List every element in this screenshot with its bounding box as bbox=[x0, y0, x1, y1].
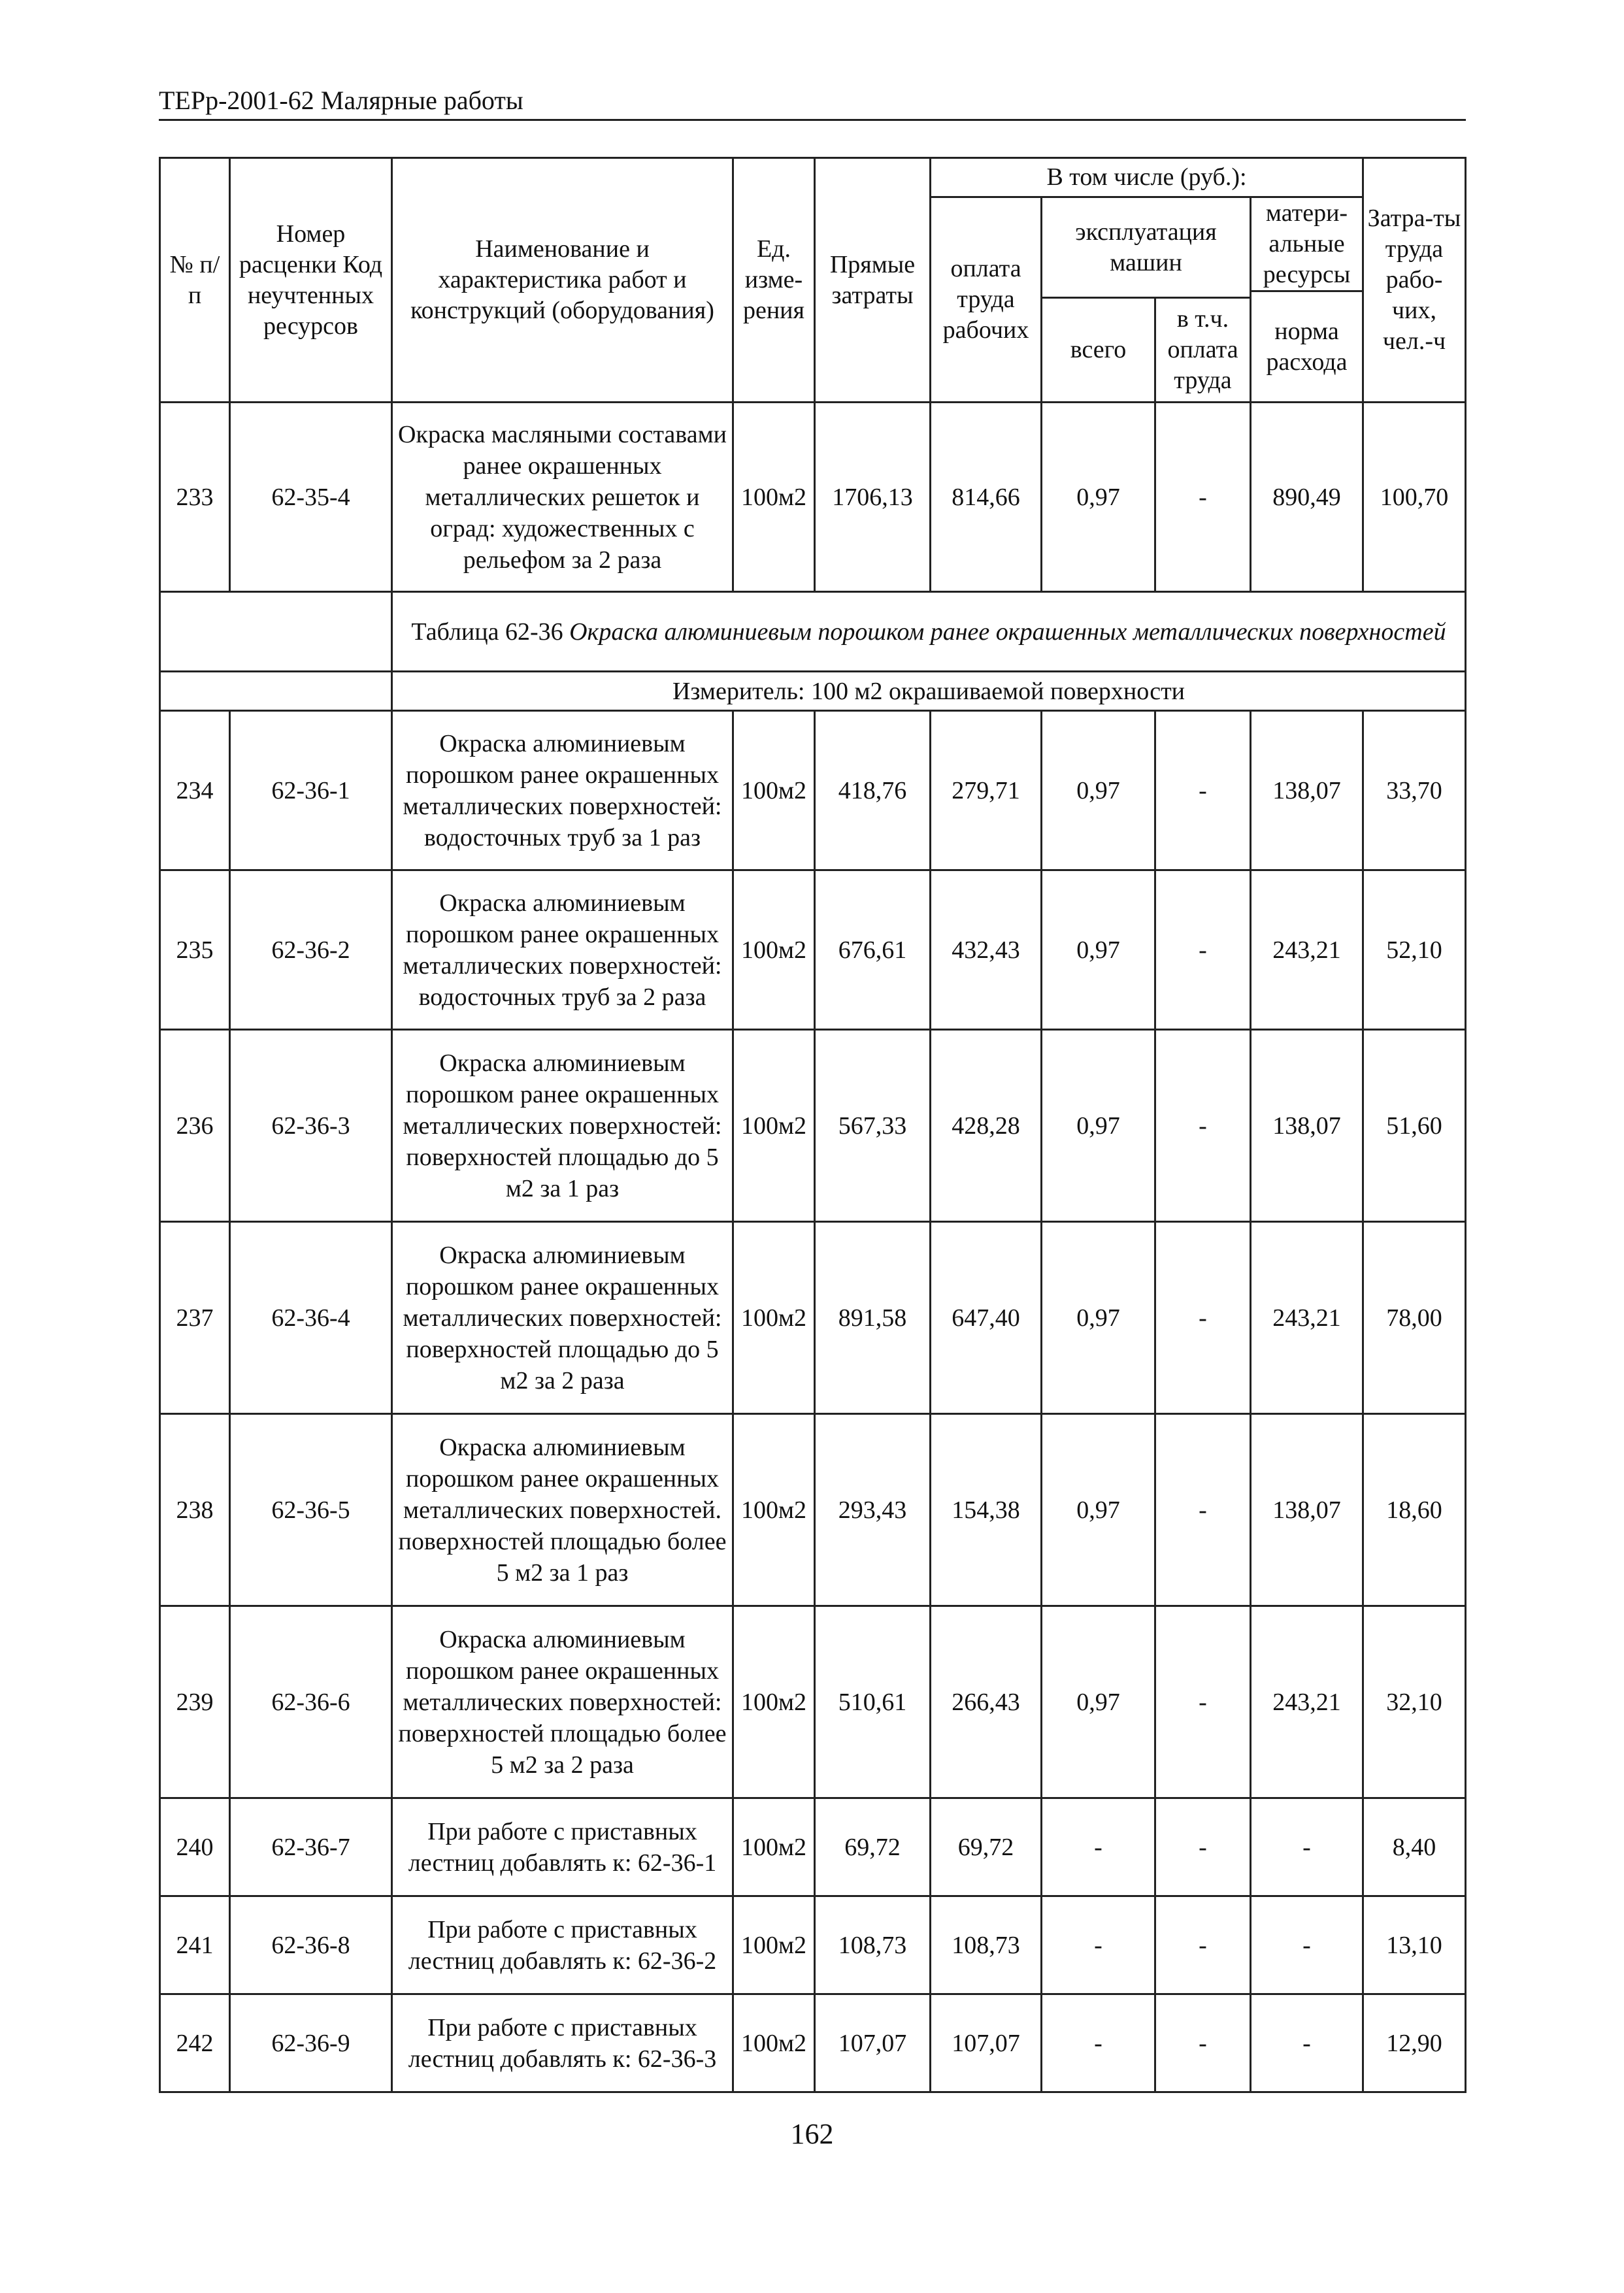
table-row bbox=[160, 1414, 1466, 1606]
cell-num: 233 bbox=[160, 403, 230, 592]
cell-wages: 107,07 bbox=[931, 1994, 1042, 2092]
col-machines-header: эксплуатация машин bbox=[1042, 197, 1251, 298]
cell-materials: 243,21 bbox=[1251, 870, 1363, 1030]
cell-num: 237 bbox=[160, 1222, 230, 1414]
cell-code: 62-35-4 bbox=[230, 403, 392, 592]
cell-materials: 138,07 bbox=[1251, 1414, 1363, 1606]
col-num-header: № п/п bbox=[160, 158, 230, 403]
cell-code: 62-36-7 bbox=[230, 1798, 392, 1896]
cell-name: При работе с приставных лестниц добавлять к: 62-36-2 bbox=[392, 1896, 733, 1994]
cell-num: 240 bbox=[160, 1798, 230, 1896]
rates-table bbox=[159, 157, 1467, 2093]
col-unit-header: Ед. изме-рения bbox=[733, 158, 815, 403]
cell-direct: 676,61 bbox=[815, 870, 931, 1030]
table-header bbox=[160, 158, 1466, 403]
cell-mach-total: - bbox=[1042, 1994, 1155, 2092]
cell-mach-total: 0,97 bbox=[1042, 870, 1155, 1030]
cell-materials: 243,21 bbox=[1251, 1222, 1363, 1414]
cell-labor: 13,10 bbox=[1363, 1896, 1466, 1994]
cell-labor: 32,10 bbox=[1363, 1606, 1466, 1798]
table-row bbox=[160, 1030, 1466, 1222]
cell-wages: 108,73 bbox=[931, 1896, 1042, 1994]
cell-code: 62-36-6 bbox=[230, 1606, 392, 1798]
cell-code: 62-36-4 bbox=[230, 1222, 392, 1414]
cell-mach-total: - bbox=[1042, 1896, 1155, 1994]
table-row bbox=[160, 711, 1466, 870]
cell-wages: 279,71 bbox=[931, 711, 1042, 870]
cell-labor: 8,40 bbox=[1363, 1798, 1466, 1896]
cell-wages: 154,38 bbox=[931, 1414, 1042, 1606]
cell-direct: 567,33 bbox=[815, 1030, 931, 1222]
col-code-header: Номер расценки Код неучтенных ресурсов bbox=[230, 158, 392, 403]
cell-direct: 418,76 bbox=[815, 711, 931, 870]
page-number: 162 bbox=[790, 2118, 834, 2150]
cell-num: 238 bbox=[160, 1414, 230, 1606]
col-incl-header: В том числе (руб.): bbox=[931, 158, 1363, 197]
cell-code: 62-36-1 bbox=[230, 711, 392, 870]
table-row bbox=[160, 1896, 1466, 1994]
cell-unit: 100м2 bbox=[733, 403, 815, 592]
cell-mach-total: 0,97 bbox=[1042, 1606, 1155, 1798]
cell-mach-wages: - bbox=[1155, 1414, 1251, 1606]
table-row bbox=[160, 870, 1466, 1030]
cell-mach-wages: - bbox=[1155, 1606, 1251, 1798]
cell-wages: 647,40 bbox=[931, 1222, 1042, 1414]
cell-unit: 100м2 bbox=[733, 1222, 815, 1414]
table-row bbox=[160, 1798, 1466, 1896]
col-labor-header: Затра-ты труда рабо-чих, чел.-ч bbox=[1363, 158, 1466, 403]
cell-mach-total: - bbox=[1042, 1798, 1155, 1896]
meter-spacer bbox=[160, 672, 392, 711]
cell-direct: 69,72 bbox=[815, 1798, 931, 1896]
cell-direct: 293,43 bbox=[815, 1414, 931, 1606]
cell-labor: 51,60 bbox=[1363, 1030, 1466, 1222]
cell-unit: 100м2 bbox=[733, 870, 815, 1030]
cell-wages: 814,66 bbox=[931, 403, 1042, 592]
table-row bbox=[160, 403, 1466, 592]
cell-labor: 78,00 bbox=[1363, 1222, 1466, 1414]
cell-code: 62-36-8 bbox=[230, 1896, 392, 1994]
cell-code: 62-36-2 bbox=[230, 870, 392, 1030]
cell-materials: 138,07 bbox=[1251, 711, 1363, 870]
cell-name: Окраска алюминиевым порошком ранее окрашенных металлических поверхностей: водосточных труб за 1 раз bbox=[392, 711, 733, 870]
cell-direct: 510,61 bbox=[815, 1606, 931, 1798]
cell-num: 235 bbox=[160, 870, 230, 1030]
col-direct-header: Прямые затраты bbox=[815, 158, 931, 403]
section-title-number: Таблица 62-36 bbox=[411, 618, 570, 646]
cell-unit: 100м2 bbox=[733, 1414, 815, 1606]
cell-wages: 266,43 bbox=[931, 1606, 1042, 1798]
cell-labor: 100,70 bbox=[1363, 403, 1466, 592]
cell-name: Окраска алюминиевым порошком ранее окрашенных металлических поверхностей: водосточных труб за 2 раза bbox=[392, 870, 733, 1030]
cell-mach-total: 0,97 bbox=[1042, 1414, 1155, 1606]
cell-materials: - bbox=[1251, 1896, 1363, 1994]
cell-num: 236 bbox=[160, 1030, 230, 1222]
cell-materials: 243,21 bbox=[1251, 1606, 1363, 1798]
cell-num: 234 bbox=[160, 711, 230, 870]
cell-name: Окраска алюминиевым порошком ранее окрашенных металлических поверхностей: поверхностей площадью более 5 м2 за 2 раза bbox=[392, 1606, 733, 1798]
table-row bbox=[160, 1222, 1466, 1414]
cell-mach-wages: - bbox=[1155, 1896, 1251, 1994]
table-row bbox=[160, 1994, 1466, 2092]
section-title-row bbox=[160, 592, 1466, 672]
section-spacer bbox=[160, 592, 392, 672]
col-mach-wages-header: в т.ч. оплата труда bbox=[1155, 298, 1251, 403]
cell-num: 239 bbox=[160, 1606, 230, 1798]
cell-mach-wages: - bbox=[1155, 1222, 1251, 1414]
cell-labor: 12,90 bbox=[1363, 1994, 1466, 2092]
cell-unit: 100м2 bbox=[733, 1030, 815, 1222]
table-body bbox=[160, 711, 1466, 2092]
cell-unit: 100м2 bbox=[733, 711, 815, 870]
table-row bbox=[160, 1606, 1466, 1798]
cell-name: Окраска масляными составами ранее окрашенных металлических решеток и оград: художественных с рельефом за 2 раза bbox=[392, 403, 733, 592]
cell-materials: 138,07 bbox=[1251, 1030, 1363, 1222]
cell-code: 62-36-9 bbox=[230, 1994, 392, 2092]
cell-labor: 18,60 bbox=[1363, 1414, 1466, 1606]
cell-direct: 108,73 bbox=[815, 1896, 931, 1994]
cell-mach-wages: - bbox=[1155, 711, 1251, 870]
section-title-text: Окраска алюминиевым порошком ранее окрашенных металлических поверхностей bbox=[569, 618, 1446, 646]
cell-mach-wages: - bbox=[1155, 403, 1251, 592]
cell-name: Окраска алюминиевым порошком ранее окрашенных металлических поверхностей: поверхностей площадью до 5 м2 за 2 раза bbox=[392, 1222, 733, 1414]
col-mach-total-header: всего bbox=[1042, 298, 1155, 403]
cell-materials: - bbox=[1251, 1994, 1363, 2092]
cell-name: Окраска алюминиевым порошком ранее окрашенных металлических поверхностей. поверхностей площадью более 5 м2 за 1 раз bbox=[392, 1414, 733, 1606]
col-mat-norm-header: норма расхода bbox=[1251, 291, 1363, 403]
cell-unit: 100м2 bbox=[733, 1994, 815, 2092]
cell-name: Окраска алюминиевым порошком ранее окрашенных металлических поверхностей: поверхностей площадью до 5 м2 за 1 раз bbox=[392, 1030, 733, 1222]
section-meter: Измеритель: 100 м2 окрашиваемой поверхности bbox=[392, 672, 1466, 711]
col-name-header: Наименование и характеристика работ и конструкций (оборудования) bbox=[392, 158, 733, 403]
cell-direct: 1706,13 bbox=[815, 403, 931, 592]
cell-wages: 428,28 bbox=[931, 1030, 1042, 1222]
cell-mach-total: 0,97 bbox=[1042, 403, 1155, 592]
section-title bbox=[392, 592, 1466, 672]
cell-num: 241 bbox=[160, 1896, 230, 1994]
cell-unit: 100м2 bbox=[733, 1896, 815, 1994]
page-header: ТЕРр-2001-62 Малярные работы bbox=[159, 84, 1466, 121]
cell-mach-total: 0,97 bbox=[1042, 1222, 1155, 1414]
cell-mach-wages: - bbox=[1155, 1030, 1251, 1222]
cell-wages: 432,43 bbox=[931, 870, 1042, 1030]
section-meter-row bbox=[160, 672, 1466, 711]
col-materials-header: матери-альные ресурсы bbox=[1251, 197, 1363, 291]
cell-name: При работе с приставных лестниц добавлять к: 62-36-3 bbox=[392, 1994, 733, 2092]
cell-unit: 100м2 bbox=[733, 1798, 815, 1896]
cell-code: 62-36-3 bbox=[230, 1030, 392, 1222]
cell-direct: 107,07 bbox=[815, 1994, 931, 2092]
cell-materials: - bbox=[1251, 1798, 1363, 1896]
cell-labor: 52,10 bbox=[1363, 870, 1466, 1030]
cell-mach-total: 0,97 bbox=[1042, 711, 1155, 870]
cell-unit: 100м2 bbox=[733, 1606, 815, 1798]
cell-num: 242 bbox=[160, 1994, 230, 2092]
cell-mach-wages: - bbox=[1155, 870, 1251, 1030]
cell-materials: 890,49 bbox=[1251, 403, 1363, 592]
cell-labor: 33,70 bbox=[1363, 711, 1466, 870]
cell-direct: 891,58 bbox=[815, 1222, 931, 1414]
cell-mach-wages: - bbox=[1155, 1994, 1251, 2092]
cell-code: 62-36-5 bbox=[230, 1414, 392, 1606]
col-wages-header: оплата труда рабочих bbox=[931, 197, 1042, 403]
cell-mach-total: 0,97 bbox=[1042, 1030, 1155, 1222]
cell-mach-wages: - bbox=[1155, 1798, 1251, 1896]
cell-name: При работе с приставных лестниц добавлять к: 62-36-1 bbox=[392, 1798, 733, 1896]
cell-wages: 69,72 bbox=[931, 1798, 1042, 1896]
